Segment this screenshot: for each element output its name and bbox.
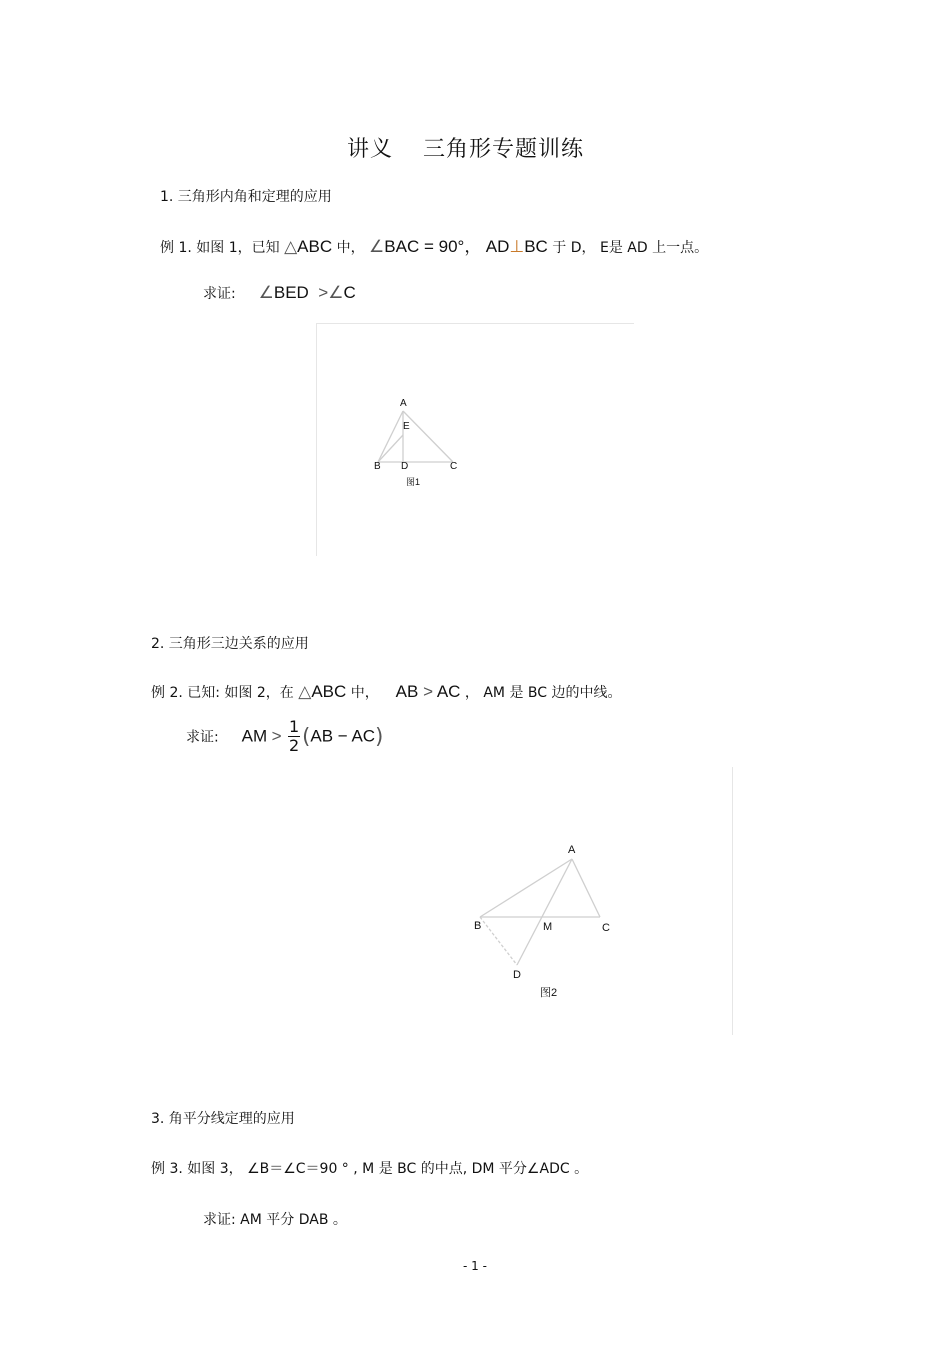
triangle-symbol-icon: △ — [298, 682, 312, 701]
triangle-symbol-icon: △ — [284, 237, 298, 256]
section-1-heading: 1. 三角形内角和定理的应用 — [160, 189, 332, 205]
angle-symbol-icon: ∠ — [258, 283, 274, 302]
segment-AD — [517, 859, 572, 965]
label-D: D — [401, 461, 409, 472]
figure-1-caption: 图1 — [406, 477, 421, 487]
segment-AB — [378, 411, 403, 462]
example-1-proof: 求证: ∠BED >∠C — [203, 283, 356, 302]
label-B: B — [374, 461, 381, 472]
example-3-proof: 求证: AM 平分 DAB 。 — [203, 1212, 347, 1228]
label-E: E — [403, 421, 410, 432]
fraction-one-half: $\frac{1}{2}$ — [288, 717, 300, 755]
example-2-statement: 例 2. 已知: 如图 2，在 △ABC 中， AB > AC ， AM 是 BC 边的中线。 — [151, 682, 622, 701]
label-D: D — [513, 969, 521, 981]
section-2-heading: 2. 三角形三边关系的应用 — [151, 636, 309, 652]
label-A: A — [400, 398, 407, 409]
perpendicular-symbol-icon: ⊥ — [509, 237, 525, 257]
label-B: B — [474, 920, 482, 932]
angle-symbol-icon: ∠ — [328, 283, 344, 302]
greater-than-icon: > — [318, 283, 329, 302]
angle-symbol-icon: ∠ — [369, 237, 385, 256]
figure-2 — [460, 767, 740, 1037]
greater-than-icon: > — [423, 682, 434, 701]
label-C: C — [450, 461, 458, 472]
title-right: 三角形专题训练 — [423, 137, 585, 162]
example-3-statement: 例 3. 如图 3， ∠B＝∠C＝90 ° , M 是 BC 的中点, DM 平分∠ADC 。 — [151, 1161, 589, 1177]
segment-BD — [480, 917, 517, 965]
greater-than-icon: > — [271, 726, 282, 746]
segment-AC — [572, 859, 600, 917]
example-1-triangle: △ABC — [284, 237, 333, 256]
example-2-proof: 求证: AM > $\frac{1}{2}$ (AB − AC) — [186, 717, 384, 755]
section-3-heading: 3. 角平分线定理的应用 — [151, 1111, 295, 1127]
page-number: - 1 - — [463, 1259, 487, 1273]
example-1-statement: 例 1. 如图 1，已知 △ABC 中， ∠BAC = 90°， AD⊥BC 于 D， E是 AD 上一点。 — [160, 237, 709, 257]
figure-2-caption: 图2 — [540, 987, 558, 999]
example-1-angle: ∠BAC = 90°， — [369, 237, 482, 256]
label-M: M — [543, 921, 553, 933]
label-C: C — [602, 922, 610, 934]
label-A: A — [568, 844, 576, 856]
title-left: 讲义 — [347, 137, 394, 162]
segment-BE — [378, 435, 403, 462]
example-1-prefix: 例 1. 如图 1，已知 — [160, 240, 280, 256]
figure-1 — [316, 323, 636, 558]
segment-AC — [403, 411, 453, 462]
segment-AB — [480, 859, 572, 917]
example-1-perpendicular: AD⊥BC — [485, 237, 548, 257]
page-title — [347, 132, 584, 163]
